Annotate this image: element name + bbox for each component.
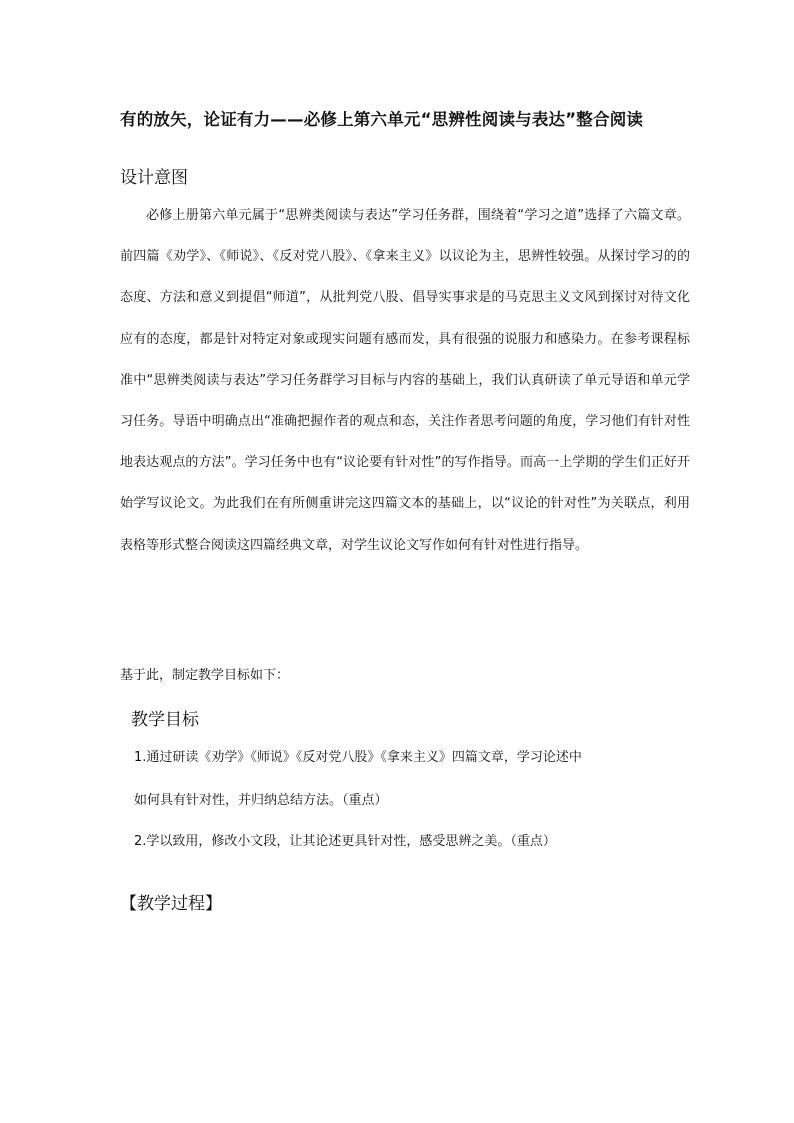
- teaching-goal-1-line-1: 1.通过研读《劝学》《师说》《反对党八股》《拿来主义》四篇文章，学习论述中: [134, 750, 582, 765]
- teaching-goal-1-line-2: 如何具有针对性，并归纳总结方法。（重点）: [134, 793, 388, 808]
- teaching-goals-heading: 教学目标: [131, 710, 199, 730]
- teaching-goal-2: 2.学以致用，修改小文段，让其论述更具针对性，感受思辨之美。（重点）: [134, 834, 556, 849]
- basis-text: 基于此，制定教学目标如下：: [120, 668, 290, 683]
- design-intent-paragraph: 必修上册第六单元属于“思辨类阅读与表达”学习任务群，围绕着“学习之道”选择了六篇文章。前四篇《劝学》、《师说》、《反对党八股》、《拿来主义》以议论为主，思辨性较强。从探讨学习的的态度、方法和意义到提倡“师道”，从批判党八股、倡导实事求是的马克思主义文风到探讨对待文化应有的态度，都是针对特定对象或现实问题有感而发，具有很强的说服力和感染力。在参考课程标准中“思辨类阅读与表达”学习任务群学习目标与内容的基础上，我们认真研读了单元导语和单元学习任务。导语中明确点出“准确把握作者的观点和态，关注作者思考问题的角度，学习他们有针对性地表达观点的方法”。学习任务中也有“议论要有针对性”的写作指导。而高一上学期的学生们正好开始学写议论文。为此我们在有所侧重讲完这四篇文本的基础上，以“议论的针对性”为关联点，利用表格等形式整合阅读这四篇经典文章，对学生议论文写作如何有针对性进行指导。: [120, 208, 690, 553]
- teaching-process-heading: 【教学过程】: [120, 894, 222, 914]
- document-title: 有的放矢，论证有力——必修上第六单元“思辨性阅读与表达”整合阅读: [120, 110, 644, 129]
- design-intent-heading: 设计意图: [120, 168, 188, 188]
